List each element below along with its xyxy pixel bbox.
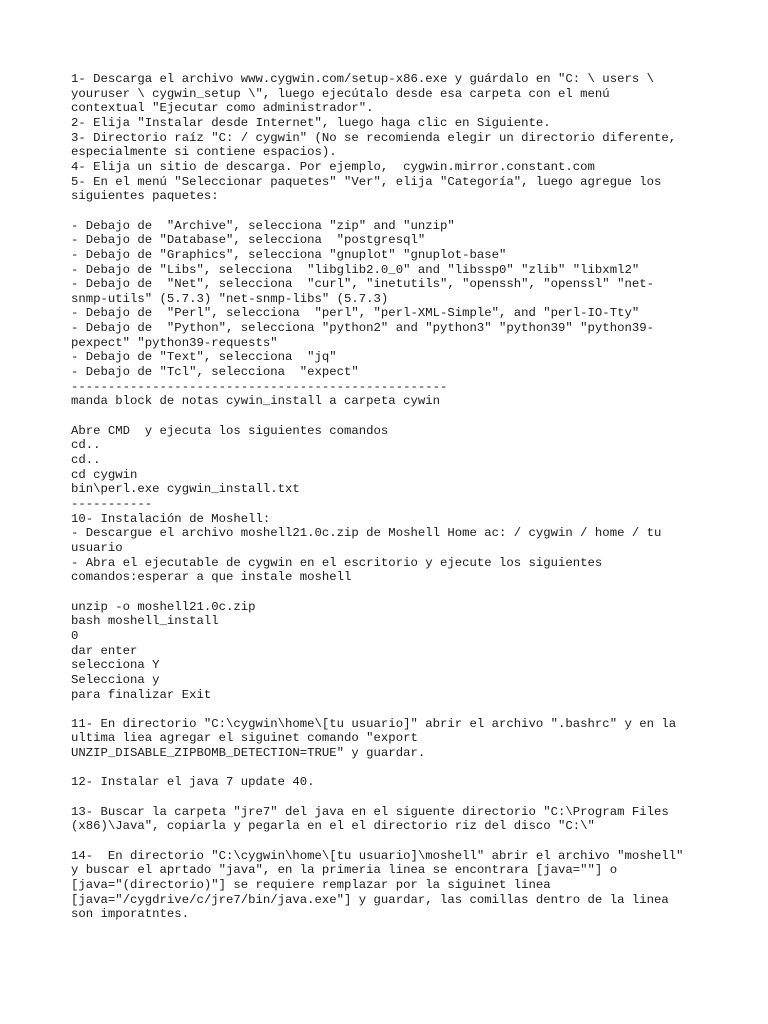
text-line: son imporatntes. — [71, 907, 190, 922]
text-line: y buscar el aprtado "java", en la primeria linea se encontrara [java=""] o — [71, 863, 618, 878]
text-line: 2- Elija "Instalar desde Internet", luego haga clic en Siguiente. — [71, 115, 551, 130]
text-line: - Abra el ejecutable de cygwin en el escritorio y ejecute los siguientes — [71, 555, 603, 570]
text-line: - Debajo de "Libs", selecciona "libglib2.0_0" and "libssp0" "zlib" "libxml2" — [71, 262, 640, 277]
text-line: 14- En directorio "C:\cygwin\home\[tu usuario]\moshell" abrir el archivo "moshell" — [71, 848, 684, 863]
text-line: bash moshell_install — [71, 614, 219, 629]
text-line: [java="/cygdrive/c/jre7/bin/java.exe"] y guardar, las comillas dentro de la linea — [71, 892, 669, 907]
text-line: 12- Instalar el java 7 update 40. — [71, 775, 315, 790]
text-line: cd.. — [71, 453, 101, 468]
text-line: [java="(directorio)"] se requiere remplazar por la siguinet linea — [71, 877, 551, 892]
text-line: ultima liea agregar el siguinet comando "export — [71, 731, 418, 746]
text-line: cd.. — [71, 438, 101, 453]
text-line: especialmente si contiene espacios). — [71, 145, 337, 160]
text-line: - Debajo de "Database", selecciona "postgresql" — [71, 233, 426, 248]
text-line: (x86)\Java", copiarla y pegarla en el el directorio riz del disco "C:\" — [71, 819, 595, 834]
blank-line — [71, 702, 721, 717]
text-line: Abre CMD y ejecuta los siguientes comandos — [71, 423, 389, 438]
text-line: pexpect" "python39-requests" — [71, 335, 278, 350]
text-line: - Debajo de "Text", selecciona "jq" — [71, 350, 337, 365]
text-line: dar enter — [71, 643, 138, 658]
text-line: 13- Buscar la carpeta "jre7" del java en el siguente directorio "C:\Program Files — [71, 804, 669, 819]
text-line: - Debajo de "Tcl", selecciona "expect" — [71, 365, 359, 380]
text-line: - Debajo de "Graphics", selecciona "gnuplot" "gnuplot-base" — [71, 247, 507, 262]
text-line: comandos:esperar a que instale moshell — [71, 570, 352, 585]
text-line: bin\perl.exe cygwin_install.txt — [71, 482, 300, 497]
text-line: ----------- — [71, 497, 153, 511]
text-line: 1- Descarga el archivo www.cygwin.com/setup-x86.exe y guárdalo en "C: \ users \ — [71, 72, 654, 86]
text-line: - Debajo de "Python", selecciona "python2" and "python3" "python39" "python39- — [71, 321, 654, 336]
blank-line — [71, 790, 721, 805]
text-line: contextual "Ejecutar como administrador". — [71, 101, 374, 116]
blank-line — [71, 585, 721, 600]
text-line: usuario — [71, 540, 123, 555]
text-line: - Debajo de "Archive", selecciona "zip" and "unzip" — [71, 218, 455, 233]
text-line: 4- Elija un sitio de descarga. Por ejemplo, cygwin.mirror.constant.com — [71, 159, 595, 174]
text-line: siguientes paquetes: — [71, 189, 219, 204]
blank-line — [71, 834, 721, 849]
text-line: --------------------------------------------------- — [71, 379, 448, 394]
text-line: para finalizar Exit — [71, 687, 212, 702]
document-body — [71, 72, 721, 922]
text-line: - Debajo de "Perl", selecciona "perl", "perl-XML-Simple", and "perl-IO-Tty" — [71, 306, 640, 321]
text-line: - Descargue el archivo moshell21.0c.zip de Moshell Home ac: / cygwin / home / tu — [71, 526, 662, 541]
text-line: 11- En directorio "C:\cygwin\home\[tu usuario]" abrir el archivo ".bashrc" y en la — [71, 716, 677, 731]
text-line: snmp-utils" (5.7.3) "net-snmp-libs" (5.7.3) — [71, 291, 389, 306]
blank-line — [71, 761, 721, 776]
text-line: youruser \ cygwin_setup \", luego ejecútalo desde esa carpeta con el menú — [71, 86, 610, 101]
text-line: Selecciona y — [71, 672, 160, 687]
text-line: - Debajo de "Net", selecciona "curl", "inetutils", "openssh", "openssl" "net- — [71, 277, 654, 292]
text-line: 3- Directorio raíz "C: / cygwin" (No se recomienda elegir un directorio diferente, — [71, 130, 677, 145]
blank-line — [71, 204, 721, 219]
text-line: selecciona Y — [71, 658, 160, 673]
text-line: manda block de notas cywin_install a carpeta cywin — [71, 394, 440, 409]
text-line: 10- Instalación de Moshell: — [71, 511, 271, 526]
text-line: cd cygwin — [71, 467, 138, 482]
text-line: 5- En el menú "Seleccionar paquetes" "Ver", elija "Categoría", luego agregue los — [71, 174, 662, 189]
blank-line — [71, 409, 721, 424]
text-line: unzip -o moshell21.0c.zip — [71, 599, 256, 614]
text-line: UNZIP_DISABLE_ZIPBOMB_DETECTION=TRUE" y guardar. — [71, 746, 426, 761]
text-line: 0 — [71, 628, 79, 643]
